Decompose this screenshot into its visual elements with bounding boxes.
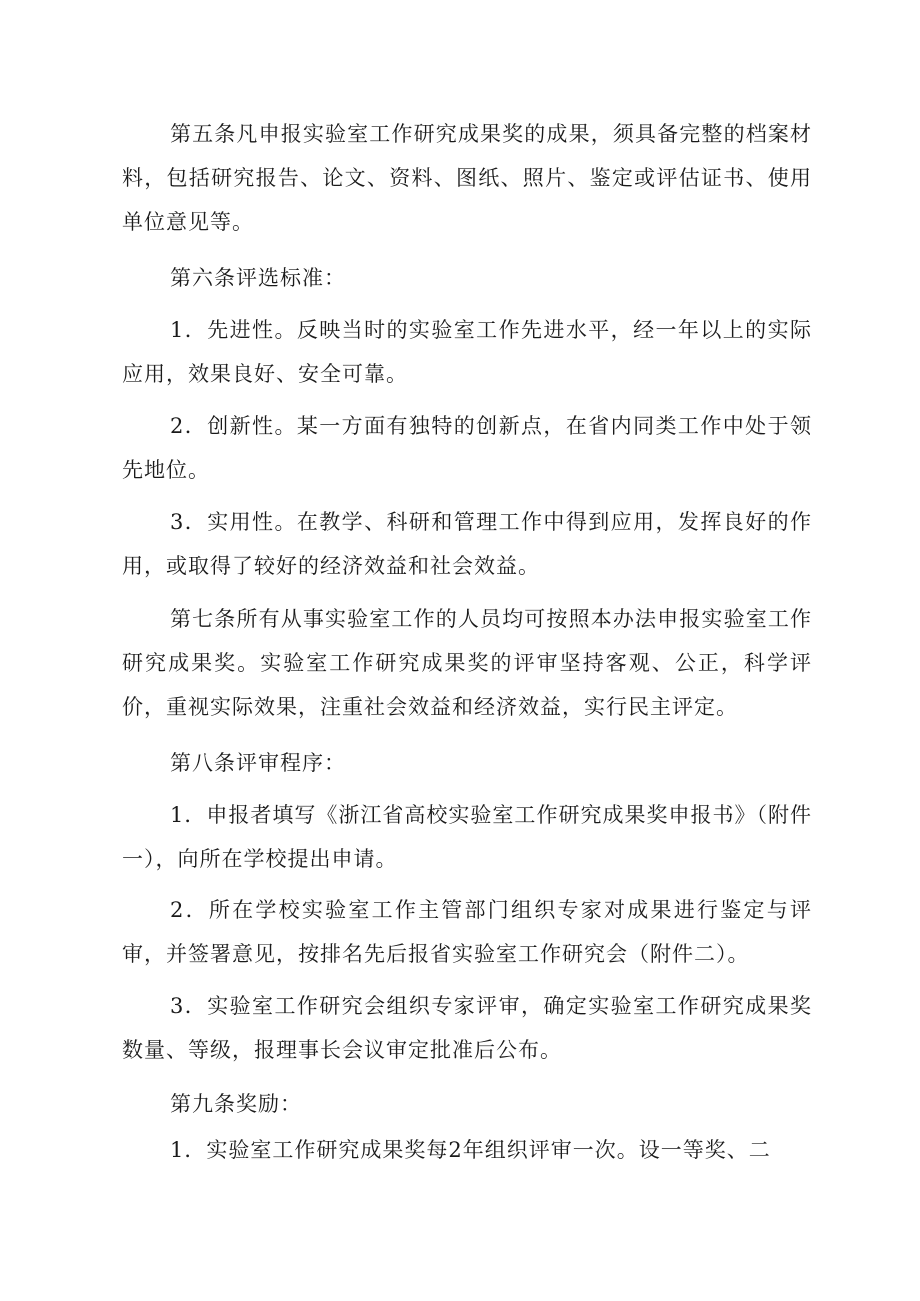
article-7-paragraph: 第七条所有从事实验室工作的人员均可按照本办法申报实验室工作研究成果奖。实验室工作研究成果奖的评审坚持客观、公正，科学评价，重视实际效果，注重社会效益和经济效益，实行民主评定。 — [122, 607, 812, 719]
procedure-3-paragraph: 3．实验室工作研究会组织专家评审，确定实验室工作研究成果奖数量、等级，报理事长会议审定批准后公布。 — [122, 994, 812, 1062]
article-8-heading: 第八条评审程序： — [170, 751, 346, 775]
criterion-2-paragraph: 2．创新性。某一方面有独特的创新点，在省内同类工作中处于领先地位。 — [122, 414, 812, 482]
criterion-1-paragraph: 1．先进性。反映当时的实验室工作先进水平，经一年以上的实际应用，效果良好、安全可靠。 — [122, 318, 812, 386]
article-9-heading: 第九条奖励： — [170, 1092, 302, 1116]
criterion-3-paragraph: 3．实用性。在教学、科研和管理工作中得到应用，发挥良好的作用，或取得了较好的经济效益和社会效益。 — [122, 510, 812, 578]
procedure-1-paragraph: 1．申报者填写《浙江省高校实验室工作研究成果奖申报书》（附件一），向所在学校提出申请。 — [122, 803, 812, 871]
article-5-paragraph: 第五条凡申报实验室工作研究成果奖的成果，须具备完整的档案材料，包括研究报告、论文、资料、图纸、照片、鉴定或评估证书、使用单位意见等。 — [122, 122, 812, 234]
reward-1-paragraph: 1．实验室工作研究成果奖每2年组织评审一次。设一等奖、二 — [170, 1138, 771, 1162]
article-6-heading: 第六条评选标准： — [170, 266, 346, 290]
procedure-2-paragraph: 2．所在学校实验室工作主管部门组织专家对成果进行鉴定与评审，并签署意见，按排名先后报省实验室工作研究会（附件二）。 — [122, 898, 812, 966]
